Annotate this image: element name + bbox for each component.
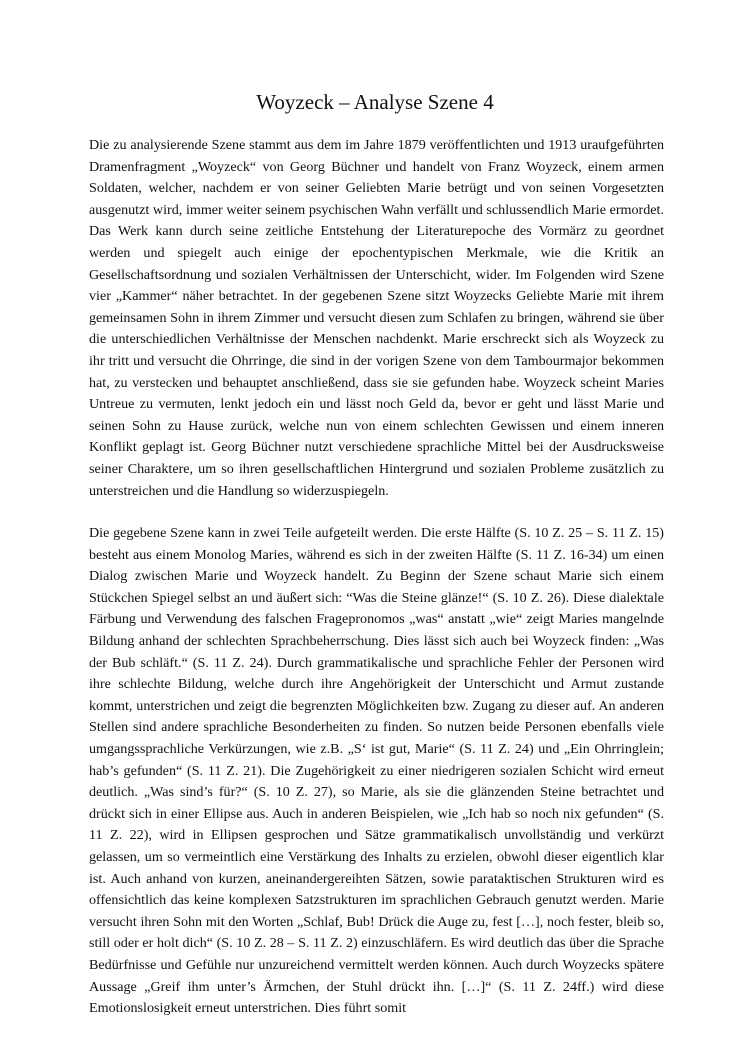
document-title: Woyzeck – Analyse Szene 4 [256, 90, 494, 114]
paragraph-introduction: Die zu analysierende Szene stammt aus dem im Jahre 1879 veröffentlichten und 1913 uraufgeführten Dramenfragment „Woyzeck“ von Georg Büchner und handelt von Franz Woyzeck, einem armen Soldaten, welcher, nachdem er von seiner Geliebten Marie betrügt und von seinen Vorgesetzten ausgenutzt wird, immer weiter seinem psychischen Wahn verfällt und schlussendlich Marie ermordet. Das Werk kann durch seine zeitliche Entstehung der Literaturepoche des Vormärz zu geordnet werden und spiegelt auch einige der epochentypischen Merkmale, wie die Kritik an Gesellschaftsordnung und sozialen Verhältnissen der Unterschicht, wider. Im Folgenden wird Szene vier „Kammer“ näher betrachtet. In der gegebenen Szene sitzt Woyzecks Geliebte Marie mit ihrem gemeinsamen Sohn in ihrem Zimmer und versucht diesen zum Schlafen zu bringen, während sie über die unterschiedlichen Verhältnisse der Menschen nachdenkt. Marie erschreckt sich als Woyzeck zu ihr tritt und versucht die Ohrringe, die sind in der vorigen Szene von dem Tambourmajor bekommen hat, zu verstecken und behauptet anschließend, dass sie sie gefunden habe. Woyzeck scheint Maries Untreue zu vermuten, lenkt jedoch ein und lässt noch Geld da, bevor er geht und lässt Marie und seinen Sohn zu Hause zurück, welche nun von einem schlechten Gewissen und einem inneren Konflikt geplagt ist. Georg Büchner nutzt verschiedene sprachliche Mittel bei der Ausdrucksweise seiner Charaktere, um so ihren gesellschaftlichen Hintergrund und sozialen Probleme zusätzlich zu unterstreichen und die Handlung so widerzuspiegeln. [89, 137, 664, 499]
document-body [89, 135, 664, 1020]
paragraph-analysis: Die gegebene Szene kann in zwei Teile aufgeteilt werden. Die erste Hälfte (S. 10 Z. 25 – S. 11 Z. 15) besteht aus einem Monolog Maries, während es sich in der zweiten Hälfte (S. 11 Z. 16-34) um einen Dialog zwischen Marie und Woyzeck handelt. Zu Beginn der Szene schaut Marie sich einem Stückchen Spiegel selbst an und äußert sich: “Was die Steine glänze!“ (S. 10 Z. 26). Diese dialektale Färbung und Verwendung des falschen Fragepronomos „was“ anstatt „wie“ zeigt Maries mangelnde Bildung anhand der schlechten Sprachbeherrschung. Dies lässt sich auch bei Woyzeck finden: „Was der Bub schläft.“ (S. 11 Z. 24). Durch grammatikalische und sprachliche Fehler der Personen wird ihre schlechte Bildung, welche durch ihre Angehörigkeit der Unterschicht und Armut zustande kommt, unterstrichen und zeigt die begrenzten Möglichkeiten bzw. Zugang zu dieser auf. An anderen Stellen sind andere sprachliche Besonderheiten zu finden. So nutzen beide Personen ebenfalls viele umgangssprachliche Verkürzungen, wie z.B. „S‘ ist gut, Marie“ (S. 11 Z. 24) und „Ein Ohrringlein; hab’s gefunden“ (S. 11 Z. 21). Die Zugehörigkeit zu einer niedrigeren sozialen Schicht wird erneut deutlich. „Was sind’s für?“ (S. 10 Z. 27), so Marie, als sie die glänzenden Steine betrachtet und drückt sich in einer Ellipse aus. Auch in anderen Beispielen, wie „Ich hab so noch nix gefunden“ (S. 11 Z. 22), wird in Ellipsen gesprochen und Sätze grammatikalisch unvollständig und verkürzt gelassen, um so vermeintlich eine Verstärkung des Inhalts zu erzielen, obwohl dieser eigentlich klar ist. Auch anhand von kurzen, aneinandergereihten Sätzen, sowie parataktischen Strukturen wird es offensichtlich das keine komplexen Satzstrukturen im sprachlichen Gebrauch genutzt werden. Marie versucht ihren Sohn mit den Worten „Schlaf, Bub! Drück die Auge zu, fest […], noch fester, bleib so, still oder er holt dich“ (S. 10 Z. 28 – S. 11 Z. 2) einzuschläfern. Es wird deutlich das über die Sprache Bedürfnisse und Gefühle nur unzureichend vermittelt werden können. Auch durch Woyzecks spätere Aussage „Greif ihm unter’s Ärmchen, der Stuhl drückt ihn. […]“ (S. 11 Z. 24ff.) wird diese Emotionslosigkeit erneut unterstrichen. Dies führt somit [89, 525, 664, 1017]
